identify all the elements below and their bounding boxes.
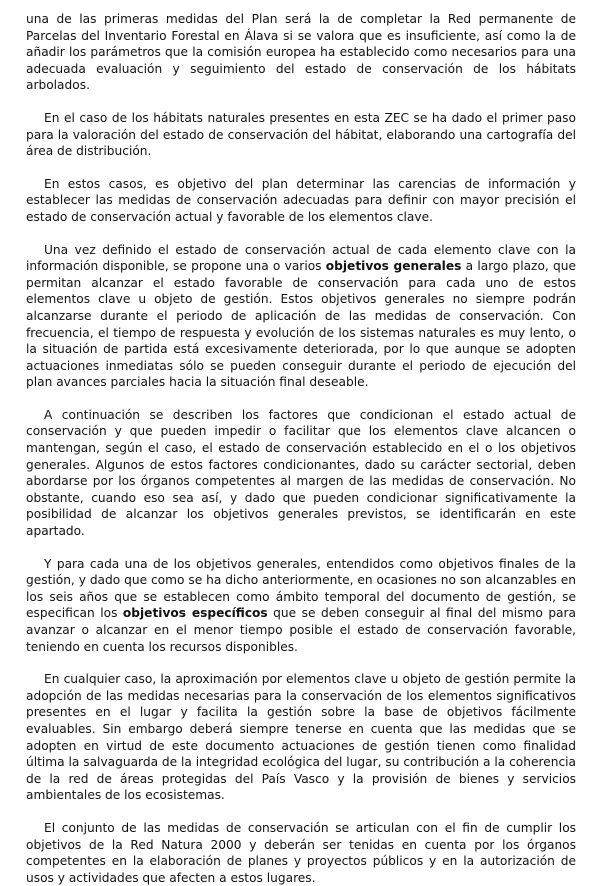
paragraph-text: que se deben conseguir al final del mismo para avanzar o alcanzar en el menor tiempo posible el estado de conservación favorable, teniendo en cuenta los recursos disponibles. [26, 606, 576, 654]
paragraph [26, 242, 576, 391]
paragraph-text: una de las primeras medidas del Plan será la de completar la Red permanente de Parcelas del Inventario Forestal en Álava si se valora que es insuficiente, así como la de añadir los parámetros que la comisión europea ha establecido como necesarios para una adecuada evaluación y seguimiento del estado de conservación de los hábitats arbolados. [26, 12, 576, 93]
paragraph-text: En estos casos, es objetivo del plan determinar las carencias de información y establecer las medidas de conservación adecuadas para definir con mayor precisión el estado de conservación actual y favorable de los elementos clave. [26, 176, 576, 224]
bold-term: objetivos generales [325, 259, 462, 274]
paragraph [26, 407, 576, 540]
paragraph [26, 556, 576, 656]
paragraph-text: Y para cada una de los objetivos generales, entendidos como objetivos finales de la gestión, y dado que como se ha dicho anteriormente, en ocasiones no son alcanzables en los seis años que se establecen como ámbito temporal del documento de gestión, se especifican los [26, 556, 576, 621]
paragraph [26, 820, 576, 886]
paragraph [26, 671, 576, 804]
paragraph-text: Una vez definido el estado de conservación actual de cada elemento clave con la información disponible, se propone una o varios [26, 242, 576, 274]
paragraph [26, 11, 576, 94]
paragraph-text: En cualquier caso, la aproximación por elementos clave u objeto de gestión permite la adopción de las medidas necesarias para la conservación de los elementos significativos presentes en el lugar y facilita la gestión sobre la base de objetivos fácilmente evaluables. Sin embargo deberá siempre tenerse en cuenta que las medidas que se adopten en virtud de este documento actuaciones de gestión tienen como finalidad última la salvaguarda de la integridad ecológica del lugar, su contribución a la coherencia de la red de áreas protegidas del País Vasco y la provisión de bienes y servicios ambientales de los ecosistemas. [26, 672, 576, 803]
paragraph-text: a largo plazo, que permitan alcanzar el estado favorable de conservación para cada uno de estos elementos clave u objeto de gestión. Estos objetivos generales no siempre podrán alcanzarse durante el periodo de aplicación de las medidas de conservación. Con frecuencia, el tiempo de respuesta y evolución de los sistemas naturales es muy lento, o la situación de partida está excesivamente deteriorada, por lo que aunque se adopten actuaciones inmediatas sólo se pueden conseguir durante el periodo de ejecución del plan avances parciales hacia la situación final deseable. [26, 259, 576, 390]
bold-term: objetivos específicos [122, 606, 268, 621]
paragraph-text: A continuación se describen los factores que condicionan el estado actual de conservación y que pueden impedir o facilitar que los elementos clave alcancen o mantengan, según el caso, el estado de conservación establecido en el o los objetivos generales. Algunos de estos factores condicionantes, dado su carácter sectorial, deben abordarse por los órganos competentes al margen de las medidas de conservación. No obstante, cuando eso sea así, y dado que pueden condicionar significativamente la posibilidad de alcanzar los objetivos generales previstos, se identificarán en este apartado. [26, 407, 576, 539]
paragraph [26, 110, 576, 160]
paragraph [26, 176, 576, 226]
paragraph-text: En el caso de los hábitats naturales presentes en esta ZEC se ha dado el primer paso para la valoración del estado de conservación del hábitat, elaborando una cartografía del área de distribución. [26, 110, 576, 159]
paragraph-text: El conjunto de las medidas de conservación se articulan con el fin de cumplir los objetivos de la Red Natura 2000 y deberán ser tenidas en cuenta por los órganos competentes en la elaboración de planes y proyectos públicos y en la autorización de usos y actividades que afecten a estos lugares. [26, 820, 576, 885]
